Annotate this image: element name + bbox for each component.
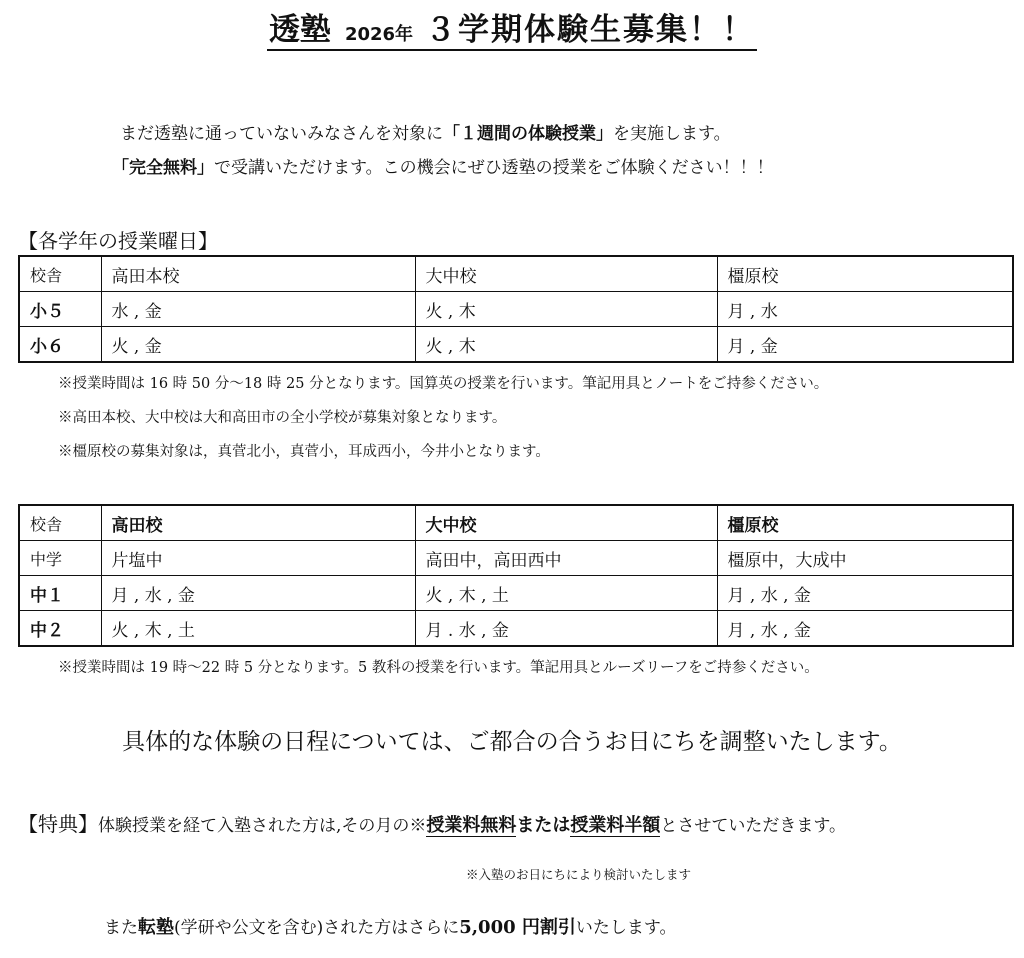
junior-note-time: ※授業時間は 19 時～22 時 5 分となります。5 教科の授業を行います。筆記用具とルーズリーフをご持参ください。 (58, 660, 819, 676)
header-cell-campus: 校舎 (19, 256, 101, 292)
header-cell-onaka: 大中校 (415, 505, 717, 541)
title-year: 2026年 (344, 24, 414, 45)
table-cell: 橿原中，大成中 (717, 541, 1013, 576)
transfer-discount-amount: 5,000 円割引 (459, 917, 576, 938)
intro-free: 「完全無料」 (112, 158, 214, 178)
table-cell: 月 , 水 , 金 (717, 576, 1013, 611)
transfer-discount-line (104, 913, 677, 939)
benefit-half-tuition: 授業料半額 (570, 815, 661, 836)
intro-line-1-end: を実施します。 (613, 124, 731, 144)
benefit-or: または (516, 815, 571, 836)
table-cell: 月 , 水 , 金 (717, 611, 1013, 647)
section-header-schedule: 【各学年の授業曜日】 (18, 229, 218, 253)
table-cell: 月 , 金 (717, 327, 1013, 363)
table-header-row (19, 256, 1013, 292)
table-row (19, 576, 1013, 611)
benefit-text-end: とさせていただきます。 (660, 816, 847, 836)
table-cell: 月 , 水 (717, 292, 1013, 327)
table-cell: 高田中，高田西中 (415, 541, 717, 576)
intro-trial-week: 「１週間の体験授業」 (443, 124, 613, 144)
table-row (19, 327, 1013, 363)
table-row (19, 611, 1013, 647)
table-cell: 火 , 金 (101, 327, 415, 363)
title-school-name: 透塾 (268, 12, 331, 48)
schedule-adjust-note: 具体的な体験の日程については、ご都合の合うお日にちを調整いたします。 (122, 729, 902, 755)
elementary-note-time: ※授業時間は 16 時 50 分～18 時 25 分となります。国算英の授業を行います。筆記用具とノートをご持参ください。 (58, 376, 829, 392)
table-cell: 火 , 木 , 土 (415, 576, 717, 611)
row-label-grade6: 小６ (19, 327, 101, 363)
elementary-schedule-table (18, 255, 1014, 363)
benefit-line (18, 808, 846, 837)
benefit-label: 【特典】 (18, 812, 98, 836)
transfer-keyword: 転塾 (138, 917, 174, 938)
table-cell: 水 , 金 (101, 292, 415, 327)
intro-line-2-text: で受講いただけます。この機会にぜひ透塾の授業をご体験ください！！！ (214, 158, 774, 178)
row-label-grade5: 小５ (19, 292, 101, 327)
table-cell: 火 , 木 (415, 292, 717, 327)
transfer-text-end: いたします。 (575, 918, 677, 938)
benefit-footnote: ※入塾のお日にちにより検討いたします (466, 867, 692, 882)
header-cell-onaka: 大中校 (415, 256, 717, 292)
transfer-text-start: また (104, 918, 138, 938)
intro-line-1-text: まだ透塾に通っていないみなさんを対象に (120, 124, 443, 144)
title-recruitment: ３学期体験生募集！！ (425, 12, 756, 48)
table-cell: 片塩中 (101, 541, 415, 576)
elementary-note-kashihara: ※橿原校の募集対象は，真菅北小，真菅小，耳成西小，今井小となります。 (58, 444, 550, 460)
junior-high-schedule-table (18, 504, 1014, 647)
table-row (19, 541, 1013, 576)
header-cell-kashihara: 橿原校 (717, 256, 1013, 292)
table-cell: 火 , 木 (415, 327, 717, 363)
table-cell: 月 . 水 , 金 (415, 611, 717, 647)
header-cell-takada: 高田校 (101, 505, 415, 541)
page-title (0, 14, 1024, 51)
row-label-junior-high: 中学 (19, 541, 101, 576)
table-cell: 火 , 木 , 土 (101, 611, 415, 647)
elementary-note-takada: ※高田本校、大中校は大和高田市の全小学校が募集対象となります。 (58, 410, 507, 426)
benefit-free-tuition: 授業料無料 (426, 815, 517, 836)
table-cell: 月 , 水 , 金 (101, 576, 415, 611)
header-cell-kashihara: 橿原校 (717, 505, 1013, 541)
row-label-grade-jh1: 中１ (19, 576, 101, 611)
header-cell-takada-main: 高田本校 (101, 256, 415, 292)
header-cell-campus: 校舎 (19, 505, 101, 541)
transfer-text-mid: (学研や公文を含む)された方はさらに (174, 918, 460, 938)
table-header-row (19, 505, 1013, 541)
row-label-grade-jh2: 中２ (19, 611, 101, 647)
benefit-text: 体験授業を経て入塾された方は,その月の※ (98, 816, 427, 836)
table-row (19, 292, 1013, 327)
intro-line-2 (112, 153, 774, 178)
intro-line-1 (120, 119, 731, 144)
